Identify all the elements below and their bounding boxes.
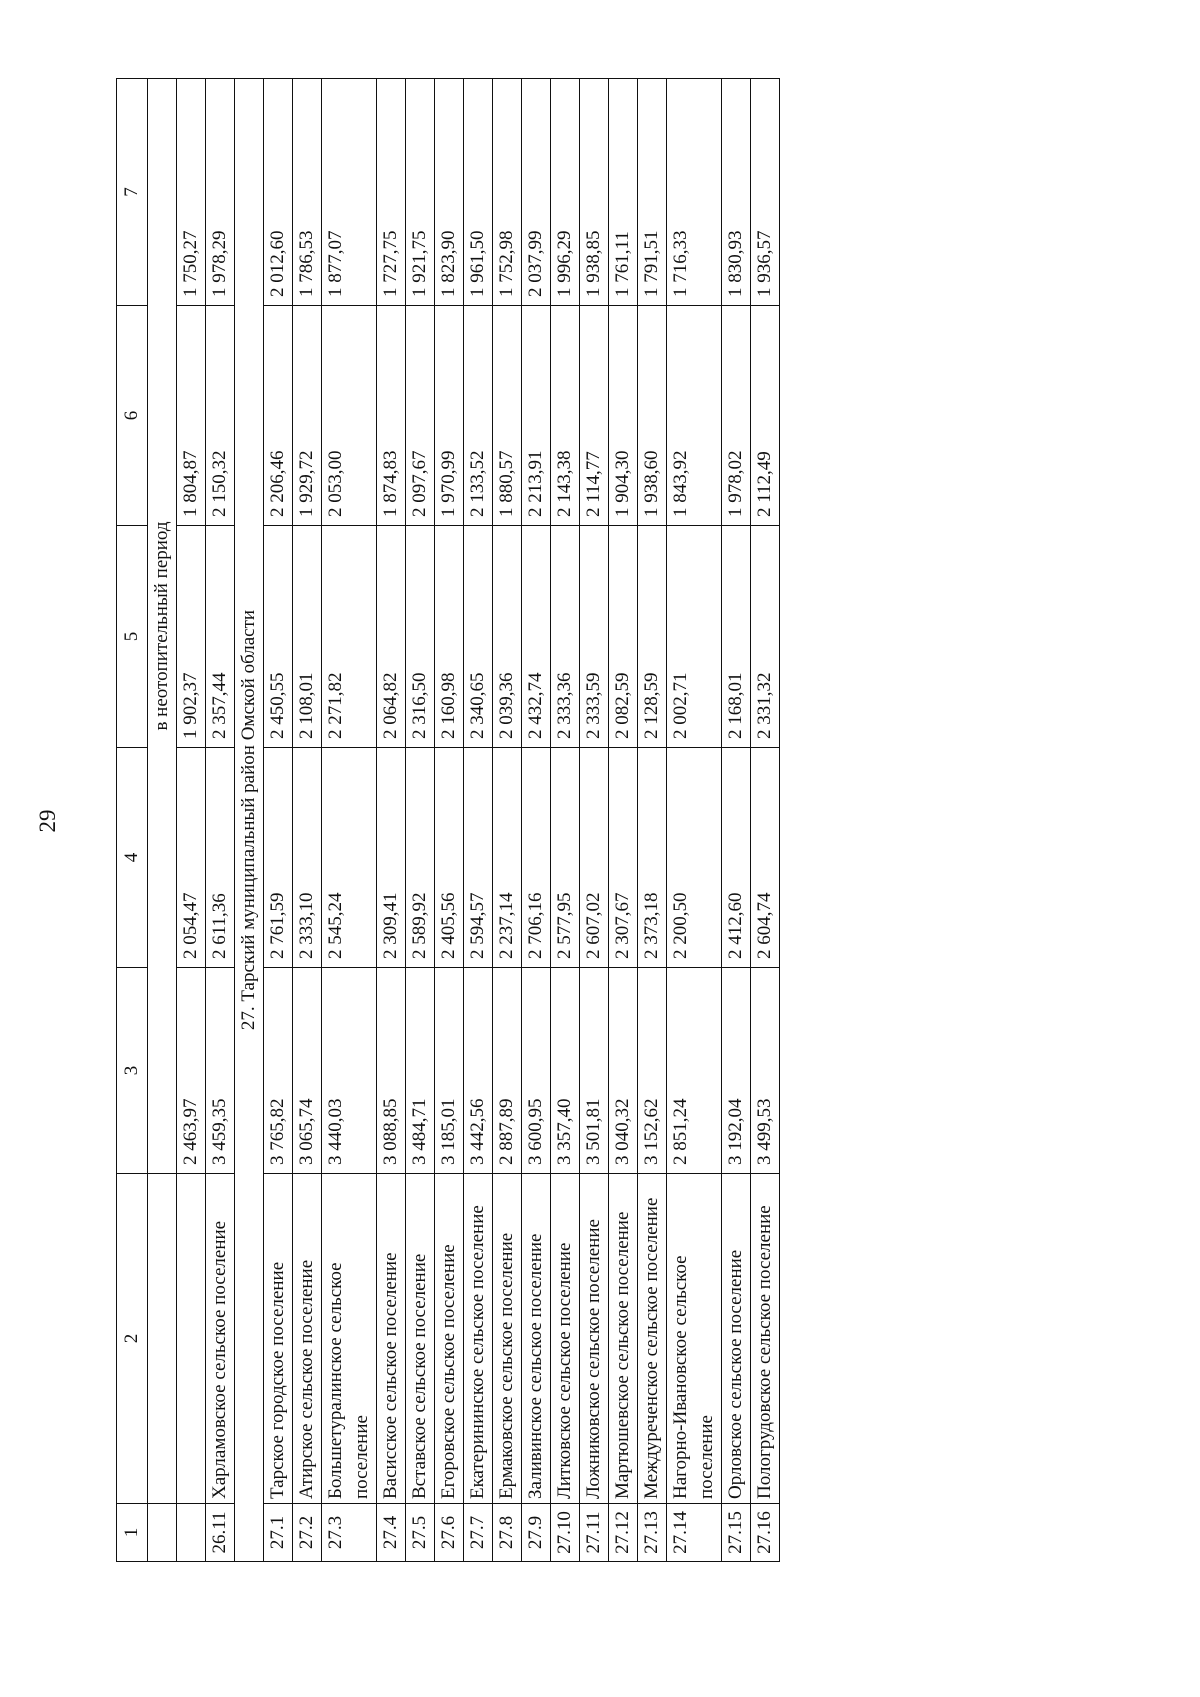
value-col-6: 1 978,02 [722, 306, 751, 526]
row-number: 27.6 [435, 1504, 464, 1562]
row-number: 27.12 [609, 1504, 638, 1562]
value-col-5: 2 168,01 [722, 526, 751, 748]
row-name: Орловское сельское поселение [722, 1174, 751, 1504]
table-row [638, 79, 667, 1562]
value-col-4: 2 611,36 [206, 748, 235, 968]
row-name: Ермаковское сельское поселение [493, 1174, 522, 1504]
row-number: 27.11 [580, 1504, 609, 1562]
row-number: 27.4 [377, 1504, 406, 1562]
value-col-7: 2 037,99 [522, 79, 551, 306]
value-col-4: 2 761,59 [264, 748, 293, 968]
value-col-6: 1 874,83 [377, 306, 406, 526]
row-name: Литковское сельское поселение [551, 1174, 580, 1504]
value-col-5: 2 432,74 [522, 526, 551, 748]
value-col-3: 3 765,82 [264, 968, 293, 1174]
season-empty-1 [148, 1504, 177, 1562]
table-row [377, 79, 406, 1562]
value-col-6: 1 880,57 [493, 306, 522, 526]
value-col-6: 2 097,67 [406, 306, 435, 526]
page-number: 29 [35, 809, 60, 833]
value-col-4: 2 200,50 [667, 748, 722, 968]
value-col-7: 1 936,57 [751, 79, 780, 306]
value-col-5: 2 064,82 [377, 526, 406, 748]
value-col-3: 3 459,35 [206, 968, 235, 1174]
value-col-6: 2 150,32 [206, 306, 235, 526]
value-col-6: 2 112,49 [751, 306, 780, 526]
value-col-7: 1 978,29 [206, 79, 235, 306]
row-number: 27.2 [293, 1504, 322, 1562]
value-col-6: 2 114,77 [580, 306, 609, 526]
value-col-4: 2 333,10 [293, 748, 322, 968]
row-name: Пологрудовское сельское поселение [751, 1174, 780, 1504]
rotated-table-container [116, 79, 1068, 1562]
value-col-3: 3 065,74 [293, 968, 322, 1174]
value-col-7: 1 727,75 [377, 79, 406, 306]
header-col-1: 1 [117, 1504, 148, 1562]
season-row [148, 79, 177, 1562]
header-row [117, 79, 148, 1562]
value-col-5: 2 333,36 [551, 526, 580, 748]
table-row [293, 79, 322, 1562]
table-row [177, 79, 206, 1562]
row-number: 27.13 [638, 1504, 667, 1562]
row-number: 27.14 [667, 1504, 722, 1562]
value-col-3: 3 192,04 [722, 968, 751, 1174]
value-col-5: 2 160,98 [435, 526, 464, 748]
value-col-7: 1 921,75 [406, 79, 435, 306]
value-col-6: 1 904,30 [609, 306, 638, 526]
header-col-3: 3 [117, 968, 148, 1174]
table-body [148, 79, 780, 1562]
value-col-5: 1 902,37 [177, 526, 206, 748]
value-col-5: 2 331,32 [751, 526, 780, 748]
header-col-5: 5 [117, 526, 148, 748]
value-col-4: 2 594,57 [464, 748, 493, 968]
season-label: в неотопительный период [148, 79, 177, 1174]
value-col-7: 1 877,07 [322, 79, 377, 306]
value-col-5: 2 450,55 [264, 526, 293, 748]
row-number: 27.16 [751, 1504, 780, 1562]
value-col-3: 3 442,56 [464, 968, 493, 1174]
value-col-7: 1 761,11 [609, 79, 638, 306]
value-col-6: 2 133,52 [464, 306, 493, 526]
row-name: Ложниковское сельское поселение [580, 1174, 609, 1504]
value-col-4: 2 545,24 [322, 748, 377, 968]
header-col-2: 2 [117, 1174, 148, 1504]
tariff-table [116, 78, 780, 1562]
row-number: 27.5 [406, 1504, 435, 1562]
value-col-4: 2 309,41 [377, 748, 406, 968]
value-col-5: 2 128,59 [638, 526, 667, 748]
row-number: 27.8 [493, 1504, 522, 1562]
table-row [206, 79, 235, 1562]
value-col-4: 2 405,56 [435, 748, 464, 968]
table-row [667, 79, 722, 1562]
value-col-7: 1 823,90 [435, 79, 464, 306]
value-col-6: 1 938,60 [638, 306, 667, 526]
value-col-7: 1 750,27 [177, 79, 206, 306]
value-col-5: 2 082,59 [609, 526, 638, 748]
row-name [177, 1174, 206, 1504]
value-col-3: 3 600,95 [522, 968, 551, 1174]
row-name: Екатерининское сельское поселение [464, 1174, 493, 1504]
value-col-4: 2 577,95 [551, 748, 580, 968]
value-col-5: 2 357,44 [206, 526, 235, 748]
value-col-3: 2 851,24 [667, 968, 722, 1174]
row-name: Тарское городское поселение [264, 1174, 293, 1504]
value-col-4: 2 373,18 [638, 748, 667, 968]
value-col-3: 3 501,81 [580, 968, 609, 1174]
table-row [435, 79, 464, 1562]
value-col-5: 2 340,65 [464, 526, 493, 748]
table-row [406, 79, 435, 1562]
value-col-7: 2 012,60 [264, 79, 293, 306]
value-col-3: 3 440,03 [322, 968, 377, 1174]
table-row [580, 79, 609, 1562]
table-row [522, 79, 551, 1562]
row-name: Междуреченское сельское поселение [638, 1174, 667, 1504]
row-number: 27.7 [464, 1504, 493, 1562]
row-name: Васисское сельское поселение [377, 1174, 406, 1504]
value-col-6: 1 929,72 [293, 306, 322, 526]
row-name: Большетуралинское сельское поселение [322, 1174, 377, 1504]
value-col-5: 2 002,71 [667, 526, 722, 748]
value-col-5: 2 316,50 [406, 526, 435, 748]
value-col-4: 2 706,16 [522, 748, 551, 968]
value-col-6: 1 970,99 [435, 306, 464, 526]
header-col-7: 7 [117, 79, 148, 306]
value-col-4: 2 607,02 [580, 748, 609, 968]
value-col-5: 2 333,59 [580, 526, 609, 748]
value-col-6: 2 213,91 [522, 306, 551, 526]
value-col-5: 2 108,01 [293, 526, 322, 748]
value-col-4: 2 237,14 [493, 748, 522, 968]
value-col-6: 2 206,46 [264, 306, 293, 526]
value-col-4: 2 307,67 [609, 748, 638, 968]
row-name: Заливинское сельское поселение [522, 1174, 551, 1504]
row-number: 27.1 [264, 1504, 293, 1562]
value-col-3: 3 357,40 [551, 968, 580, 1174]
value-col-3: 3 499,53 [751, 968, 780, 1174]
value-col-4: 2 054,47 [177, 748, 206, 968]
value-col-7: 1 938,85 [580, 79, 609, 306]
table-row [493, 79, 522, 1562]
value-col-3: 3 088,85 [377, 968, 406, 1174]
value-col-7: 1 996,29 [551, 79, 580, 306]
value-col-3: 3 040,32 [609, 968, 638, 1174]
row-number: 27.3 [322, 1504, 377, 1562]
value-col-3: 2 463,97 [177, 968, 206, 1174]
header-col-4: 4 [117, 748, 148, 968]
table-row [722, 79, 751, 1562]
value-col-3: 2 887,89 [493, 968, 522, 1174]
value-col-3: 3 152,62 [638, 968, 667, 1174]
value-col-7: 1 786,53 [293, 79, 322, 306]
row-number: 26.11 [206, 1504, 235, 1562]
table-row [609, 79, 638, 1562]
value-col-4: 2 604,74 [751, 748, 780, 968]
row-number: 27.10 [551, 1504, 580, 1562]
row-name: Егоровское сельское поселение [435, 1174, 464, 1504]
table-row [551, 79, 580, 1562]
row-name: Мартюшевское сельское поселение [609, 1174, 638, 1504]
value-col-7: 1 961,50 [464, 79, 493, 306]
value-col-4: 2 412,60 [722, 748, 751, 968]
row-number: 27.15 [722, 1504, 751, 1562]
value-col-3: 3 484,71 [406, 968, 435, 1174]
section-title: 27. Тарский муниципальный район Омской области [235, 79, 264, 1562]
value-col-6: 1 804,87 [177, 306, 206, 526]
value-col-6: 1 843,92 [667, 306, 722, 526]
row-number: 27.9 [522, 1504, 551, 1562]
value-col-7: 1 716,33 [667, 79, 722, 306]
value-col-4: 2 589,92 [406, 748, 435, 968]
value-col-3: 3 185,01 [435, 968, 464, 1174]
table-row [464, 79, 493, 1562]
section-row [235, 79, 264, 1562]
table-row [322, 79, 377, 1562]
value-col-6: 2 053,00 [322, 306, 377, 526]
value-col-5: 2 271,82 [322, 526, 377, 748]
season-empty-2 [148, 1174, 177, 1504]
row-number [177, 1504, 206, 1562]
row-name: Атирское сельское поселение [293, 1174, 322, 1504]
value-col-7: 1 830,93 [722, 79, 751, 306]
value-col-7: 1 791,51 [638, 79, 667, 306]
table-row [264, 79, 293, 1562]
table-row [751, 79, 780, 1562]
value-col-6: 2 143,38 [551, 306, 580, 526]
value-col-5: 2 039,36 [493, 526, 522, 748]
row-name: Нагорно-Ивановское сельское поселение [667, 1174, 722, 1504]
row-name: Вставское сельское поселение [406, 1174, 435, 1504]
value-col-7: 1 752,98 [493, 79, 522, 306]
header-col-6: 6 [117, 306, 148, 526]
row-name: Харламовское сельское поселение [206, 1174, 235, 1504]
